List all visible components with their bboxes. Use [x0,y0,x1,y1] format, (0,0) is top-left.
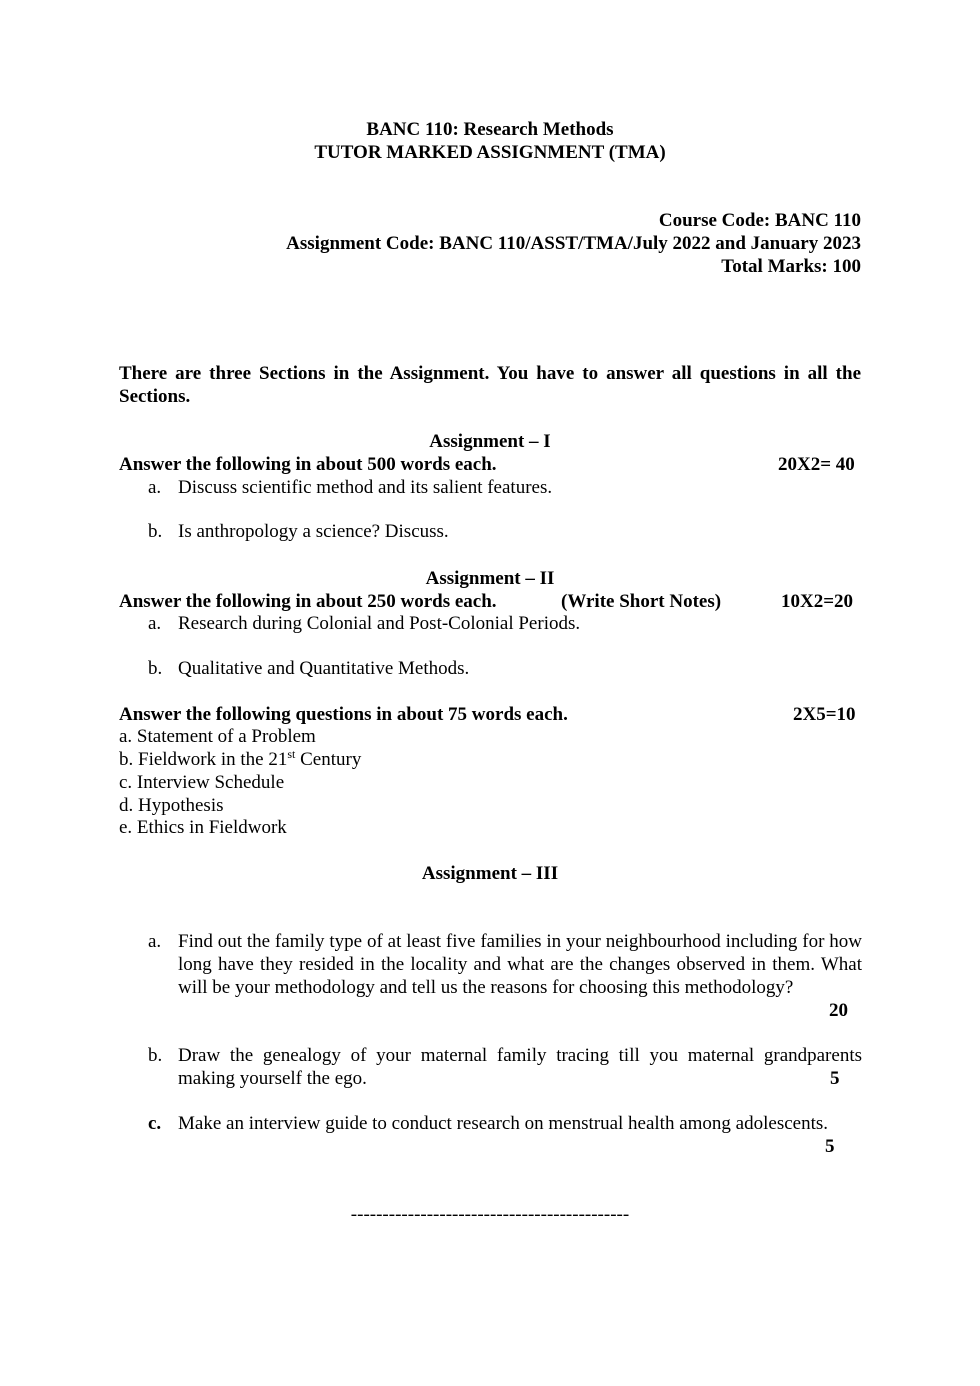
short-question-b-tail: Century [295,749,362,770]
assignment-1-q-a-marker: a. [148,477,162,498]
total-marks: Total Marks: 100 [721,256,861,277]
short-question-d: d. Hypothesis [119,795,224,816]
assignment-code: Assignment Code: BANC 110/ASST/TMA/July 2022 and January 2023 [286,233,861,254]
intro-paragraph: There are three Sections in the Assignment. You have to answer all questions in all the Sections. [119,363,861,407]
assignment-2-q-b-marker: b. [148,658,163,679]
short-question-b-text: b. Fieldwork in the 21 [119,749,288,770]
assignment-3-q-c-text: Make an interview guide to conduct research on menstrual health among adolescents. [178,1113,828,1134]
assignment-3-q-a-text: Find out the family type of at least five families in your neighbourhood including for how long have they resided in the locality and what are the changes observed in them. What will be your methodology and tell us the reasons for choosing this methodology? [178,931,862,998]
document-title: BANC 110: Research Methods [366,119,614,140]
assignment-3-q-b-text: Draw the genealogy of your maternal family tracing till you maternal grandparents making yourself the ego. [178,1045,862,1089]
assignment-2-marks: 10X2=20 [781,591,854,612]
assignment-2-instruction: Answer the following in about 250 words each. [119,591,497,612]
assignment-3-q-b-marker: b. [148,1045,163,1066]
assignment-3-q-a-marker: a. [148,931,162,952]
short-question-c: c. Interview Schedule [119,772,285,793]
course-code: Course Code: BANC 110 [658,210,861,231]
short-question-b [119,748,361,771]
short-question-b-superscript: st [287,747,296,761]
assignment-2-q-a-marker: a. [148,613,162,634]
assignment-1-heading: Assignment – I [429,431,551,452]
assignment-3-q-b-marks: 5 [830,1068,840,1089]
assignment-2-note: (Write Short Notes) [561,591,722,612]
footer-divider: -------------------------------------------- [350,1204,630,1225]
assignment-1-q-a: Discuss scientific method and its salient features. [178,477,553,498]
short-question-a: a. Statement of a Problem [119,726,316,747]
document-subtitle: TUTOR MARKED ASSIGNMENT (TMA) [314,142,666,163]
assignment-1-instruction: Answer the following in about 500 words each. [119,454,497,475]
assignment-1-marks: 20X2= 40 [778,454,855,475]
assignment-3-q-b [148,1044,862,1090]
assignment-1-q-b-marker: b. [148,521,163,542]
assignment-3-q-a [148,930,862,1022]
assignment-3-q-a-marks: 20 [829,1000,848,1021]
assignment-3-q-c [148,1112,862,1135]
assignment-2-heading: Assignment – II [425,568,555,589]
assignment-2-q-b: Qualitative and Quantitative Methods. [178,658,470,679]
short-questions-marks: 2X5=10 [793,704,856,725]
assignment-2-q-a: Research during Colonial and Post-Colonial Periods. [178,613,581,634]
assignment-1-q-b: Is anthropology a science? Discuss. [178,521,449,542]
assignment-3-q-c-marks: 5 [825,1136,835,1157]
assignment-3-q-c-marker: c. [148,1113,162,1134]
assignment-3-heading: Assignment – III [421,863,559,884]
short-questions-instruction: Answer the following questions in about 75 words each. [119,704,568,725]
short-question-e: e. Ethics in Fieldwork [119,817,287,838]
